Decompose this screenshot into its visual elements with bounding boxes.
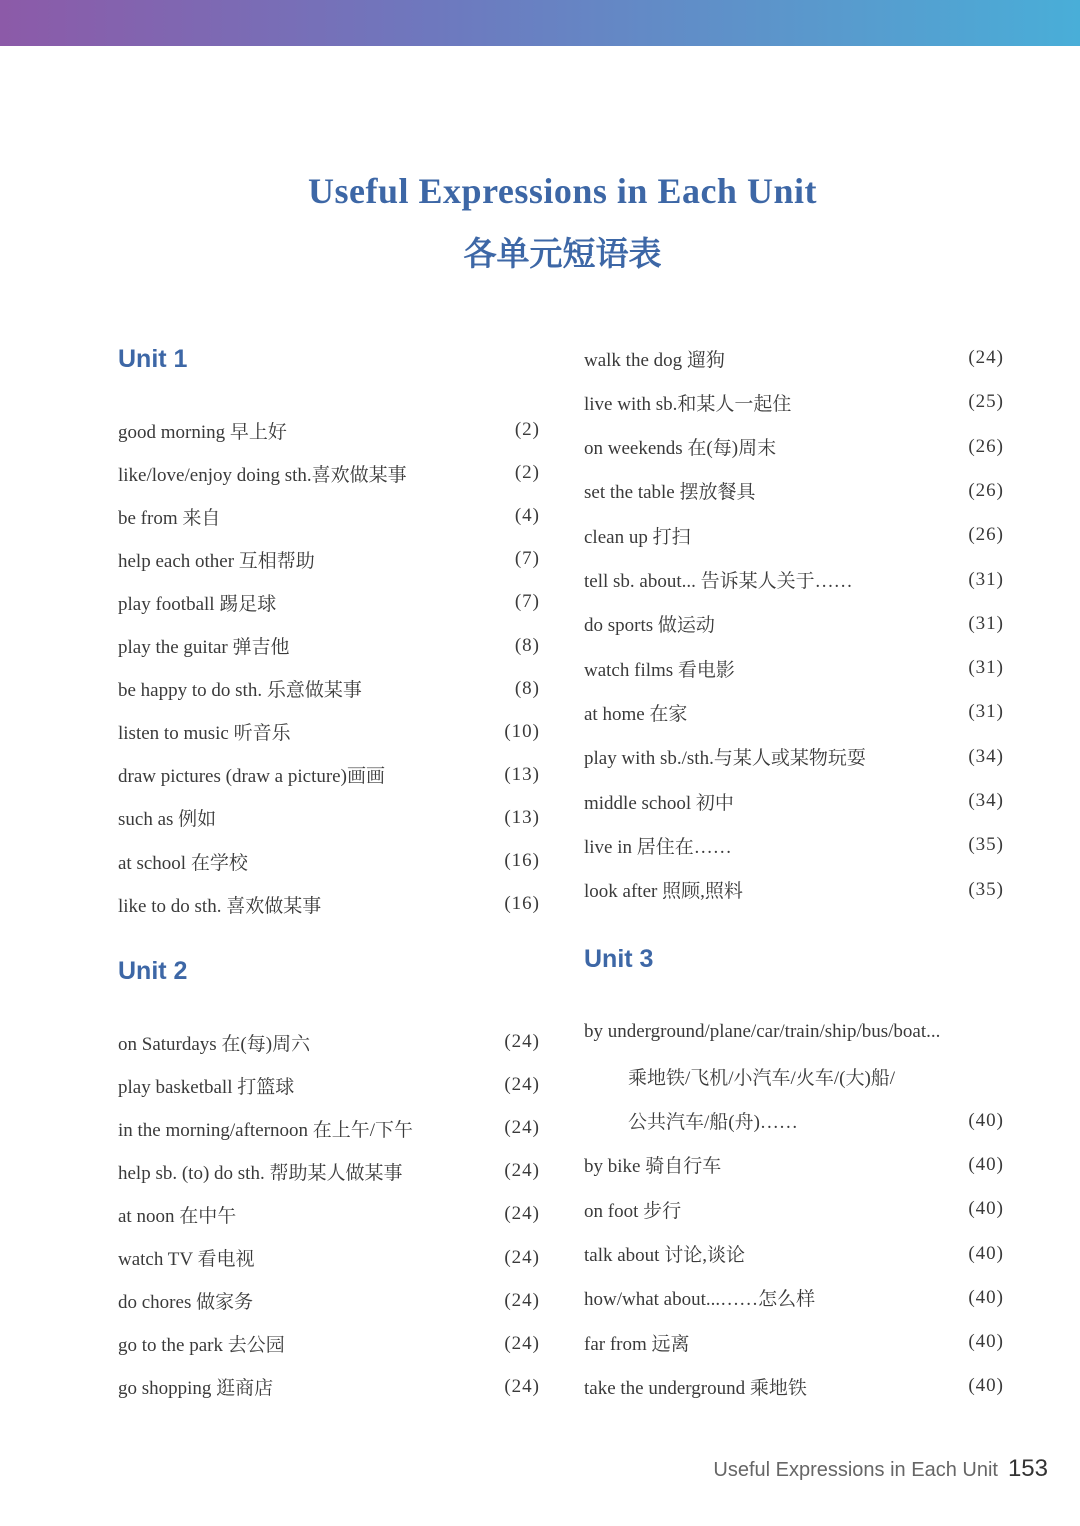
expression-text: play football 踢足球 xyxy=(118,593,277,615)
page-reference: (24) xyxy=(504,1289,540,1311)
list-item xyxy=(584,520,1004,550)
list-item xyxy=(584,697,1004,727)
page-reference: (16) xyxy=(504,893,540,915)
expression-text: help each other 互相帮助 xyxy=(118,550,315,572)
page-reference: (40) xyxy=(968,1242,1004,1264)
list-item xyxy=(584,1061,1004,1091)
list-item xyxy=(118,1027,540,1057)
expression-text: at school 在学校 xyxy=(118,852,248,874)
expression-text: set the table 摆放餐具 xyxy=(584,482,756,504)
page-footer xyxy=(713,1455,1048,1483)
expression-text: talk about 讨论,谈论 xyxy=(584,1245,745,1266)
page-reference: (24) xyxy=(504,1246,540,1268)
page-reference: (31) xyxy=(968,657,1004,679)
list-item xyxy=(118,1286,540,1316)
expression-text: how/what about...……怎么样 xyxy=(584,1289,816,1311)
unit-3-heading: Unit 3 xyxy=(584,945,654,973)
list-item xyxy=(584,1150,1004,1180)
expression-text: far from 远离 xyxy=(584,1333,690,1355)
list-item xyxy=(118,1199,540,1229)
list-item xyxy=(584,343,1004,373)
list-item xyxy=(584,1327,1004,1357)
expression-text: be from 来自 xyxy=(118,507,221,529)
list-item xyxy=(584,1239,1004,1269)
page-reference: (8) xyxy=(514,634,540,656)
page-reference: (26) xyxy=(968,479,1004,501)
page-reference: (24) xyxy=(504,1117,540,1139)
list-item xyxy=(118,1372,540,1402)
expression-text: listen to music 听音乐 xyxy=(118,723,291,745)
list-item xyxy=(118,587,540,617)
page-reference: (40) xyxy=(968,1331,1004,1353)
expression-text: like/love/enjoy doing sth.喜欢做某事 xyxy=(118,464,407,486)
expression-text: on foot 步行 xyxy=(584,1200,682,1222)
list-item xyxy=(584,1371,1004,1401)
page-reference: (10) xyxy=(504,720,540,742)
expression-text: be happy to do sth. 乐意做某事 xyxy=(118,680,362,702)
page-reference: (2) xyxy=(514,419,540,440)
unit-1-heading: Unit 1 xyxy=(118,345,188,373)
page-reference: (4) xyxy=(514,505,540,527)
expression-text: tell sb. about... 告诉某人关于…… xyxy=(584,571,853,592)
expression-text: do sports 做运动 xyxy=(584,615,715,637)
expression-text: play the guitar 弹吉他 xyxy=(118,637,290,658)
list-item xyxy=(118,631,540,661)
page-reference: (7) xyxy=(514,591,540,613)
expression-text: by underground/plane/car/train/ship/bus/boat... xyxy=(584,1021,941,1042)
page-reference: (13) xyxy=(504,763,540,785)
expression-text: walk the dog 遛狗 xyxy=(584,349,725,371)
page-reference: (24) xyxy=(968,347,1004,368)
list-item xyxy=(118,1243,540,1273)
list-item xyxy=(118,889,540,919)
page-title-cn: 各单元短语表 xyxy=(463,234,662,273)
list-item xyxy=(118,1070,540,1100)
expression-text: like to do sth. 喜欢做某事 xyxy=(118,895,322,917)
page-reference: (35) xyxy=(968,834,1004,856)
expression-text: on Saturdays 在(每)周六 xyxy=(118,1033,311,1055)
list-item xyxy=(118,1113,540,1143)
page-reference: (24) xyxy=(504,1203,540,1225)
expression-text: good morning 早上好 xyxy=(118,421,287,443)
page-reference: (40) xyxy=(968,1109,1004,1131)
list-item xyxy=(584,476,1004,506)
top-gradient-bar xyxy=(0,0,1080,46)
page-title-en: Useful Expressions in Each Unit xyxy=(308,171,817,211)
list-item xyxy=(118,1156,540,1186)
expression-text: at noon 在中午 xyxy=(118,1205,237,1227)
expression-text: draw pictures (draw a picture)画画 xyxy=(118,766,385,788)
footer-title: Useful Expressions in Each Unit xyxy=(713,1459,998,1481)
expression-text: take the underground 乘地铁 xyxy=(584,1377,807,1399)
list-item xyxy=(118,846,540,876)
page-reference: (35) xyxy=(968,878,1004,900)
page-reference: (40) xyxy=(968,1286,1004,1308)
expression-text: go shopping 逛商店 xyxy=(118,1378,274,1400)
page-reference: (24) xyxy=(504,1074,540,1096)
list-item xyxy=(584,1017,1004,1047)
expression-text: go to the park 去公园 xyxy=(118,1335,285,1357)
page-reference: (26) xyxy=(968,524,1004,546)
page-reference: (40) xyxy=(968,1198,1004,1220)
expression-text: play basketball 打篮球 xyxy=(118,1076,295,1098)
page-reference: (7) xyxy=(514,548,540,570)
list-item xyxy=(584,653,1004,683)
page-reference: (8) xyxy=(514,677,540,699)
expression-text: 乘地铁/飞机/小汽车/火车/(大)船/ xyxy=(628,1067,896,1089)
expression-text: watch TV 看电视 xyxy=(118,1249,255,1270)
expression-text: help sb. (to) do sth. 帮助某人做某事 xyxy=(118,1162,403,1184)
list-item xyxy=(118,803,540,833)
page-reference: (24) xyxy=(504,1375,540,1397)
page-reference: (24) xyxy=(504,1332,540,1354)
list-item xyxy=(584,830,1004,860)
list-item xyxy=(118,674,540,704)
expression-text: on weekends 在(每)周末 xyxy=(584,438,777,460)
page-reference: (31) xyxy=(968,612,1004,634)
expression-text: middle school 初中 xyxy=(584,792,734,814)
expression-text: at home 在家 xyxy=(584,703,688,725)
expression-text: such as 例如 xyxy=(118,809,217,831)
page-reference: (2) xyxy=(514,462,540,484)
expression-text: do chores 做家务 xyxy=(118,1292,254,1314)
page-reference: (24) xyxy=(504,1160,540,1182)
expression-text: by bike 骑自行车 xyxy=(584,1156,722,1178)
list-item xyxy=(584,432,1004,462)
expression-text: in the morning/afternoon 在上午/下午 xyxy=(118,1119,413,1141)
unit-2-heading: Unit 2 xyxy=(118,957,188,985)
list-item xyxy=(584,387,1004,417)
page-number: 153 xyxy=(1007,1455,1048,1482)
list-item xyxy=(118,544,540,574)
list-item xyxy=(584,565,1004,595)
list-item xyxy=(584,786,1004,816)
page-reference: (26) xyxy=(968,435,1004,457)
list-item xyxy=(584,609,1004,639)
expression-text: watch films 看电影 xyxy=(584,659,735,681)
list-item xyxy=(118,1329,540,1359)
expression-text: live with sb.和某人一起住 xyxy=(584,393,792,415)
page-reference: (24) xyxy=(504,1031,540,1052)
list-item xyxy=(584,875,1004,905)
page-reference: (25) xyxy=(968,391,1004,413)
page-reference: (40) xyxy=(968,1375,1004,1397)
expression-text: look after 照顾,照料 xyxy=(584,881,743,903)
list-item xyxy=(118,415,540,445)
list-item xyxy=(118,717,540,747)
page-reference: (40) xyxy=(968,1153,1004,1175)
page-reference: (34) xyxy=(968,745,1004,767)
page-reference: (31) xyxy=(968,568,1004,590)
list-item xyxy=(584,742,1004,772)
expression-text: live in 居住在…… xyxy=(584,836,732,858)
list-item xyxy=(118,760,540,790)
list-item xyxy=(118,458,540,488)
page-reference: (13) xyxy=(504,806,540,828)
list-item xyxy=(118,501,540,531)
expression-text: 公共汽车/船(舟)…… xyxy=(628,1112,798,1134)
expression-text: play with sb./sth.与某人或某物玩耍 xyxy=(584,748,866,770)
list-item xyxy=(584,1283,1004,1313)
page-reference: (34) xyxy=(968,790,1004,811)
page-reference: (16) xyxy=(504,850,540,871)
list-item xyxy=(584,1106,1004,1136)
expression-text: clean up 打扫 xyxy=(584,526,691,548)
page-reference: (31) xyxy=(968,701,1004,723)
list-item xyxy=(584,1194,1004,1224)
